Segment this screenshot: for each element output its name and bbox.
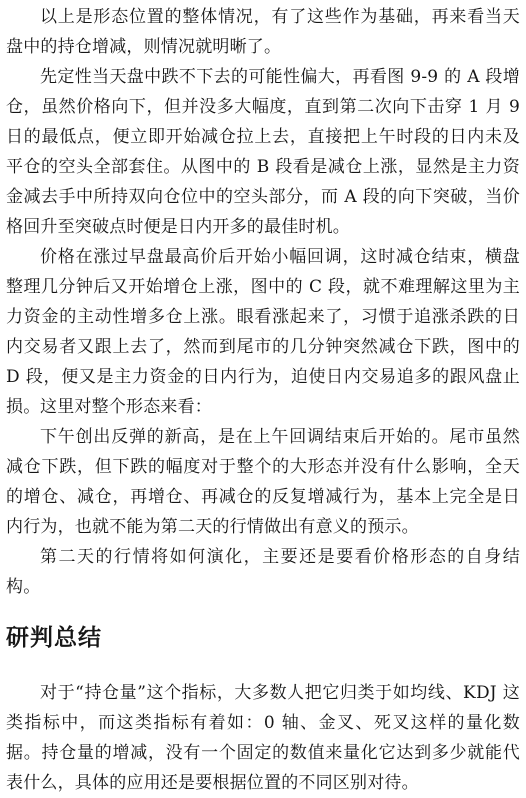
paragraph-afternoon-high: 下午创出反弹的新高，是在上午回调结束后开始的。尾市虽然减仓下跌，但下跌的幅度对于整个的大形态并没有什么影响，全天的增仓、减仓，再增仓、再减仓的反复增减行为，基本上完全是日内行为，也就不能为第二天的行情做出有意义的预示。 — [6, 427, 520, 537]
paragraph-whole-pattern-intro: 这里对整个形态来看： — [40, 397, 212, 417]
section-heading-summary: 研判总结 — [6, 625, 102, 651]
paragraph-segment-c-d: 价格在涨过早盘最高价后开始小幅回调，这时减仓结束，横盘整理几分钟后又开始增仓上涨，图中的 C 段，就不难理解这里为主力资金的主动性增多仓上涨。眼看涨起来了，习惯于追涨杀跌的日内交易者又跟上去了，然而到尾市的几分钟突然减仓下跌，图中的 D 段，便又是主力资金的日内行为，迫使日内交易追多的跟风盘止损。 — [6, 247, 520, 417]
paragraph-summary-open-interest: 对于“持仓量”这个指标，大多数人把它归类于如均线、KDJ 这类指标中，而这类指标有着如：0 轴、金叉、死叉这样的量化数据。持仓量的增减，没有一个固定的数值来量化它达到多少就能代表什么，具体的应用还是要根据位置的不同区别对待。 — [6, 683, 520, 793]
paragraph-overall-situation: 以上是形态位置的整体情况，有了这些作为基础，再来看当天盘中的持仓增减，则情况就明晰了。 — [6, 7, 520, 57]
paragraph-segment-a-b: 先定性当天盘中跌不下去的可能性偏大，再看图 9-9 的 A 段增仓，虽然价格向下，但并没多大幅度，直到第二次向下击穿 1 月 9 日的最低点，便立即开始减仓拉上去，直接把上午时段的日内未及平仓的空头全部套住。从图中的 B 段看是减仓上涨，显然是主力资金减去手中所持双向仓位中的空头部分，而 A 段的向下突破，当价格回升至突破点时便是日内开多的最佳时机。 — [6, 67, 520, 237]
paragraph-next-day: 第二天的行情将如何演化，主要还是要看价格形态的自身结构。 — [6, 547, 520, 597]
